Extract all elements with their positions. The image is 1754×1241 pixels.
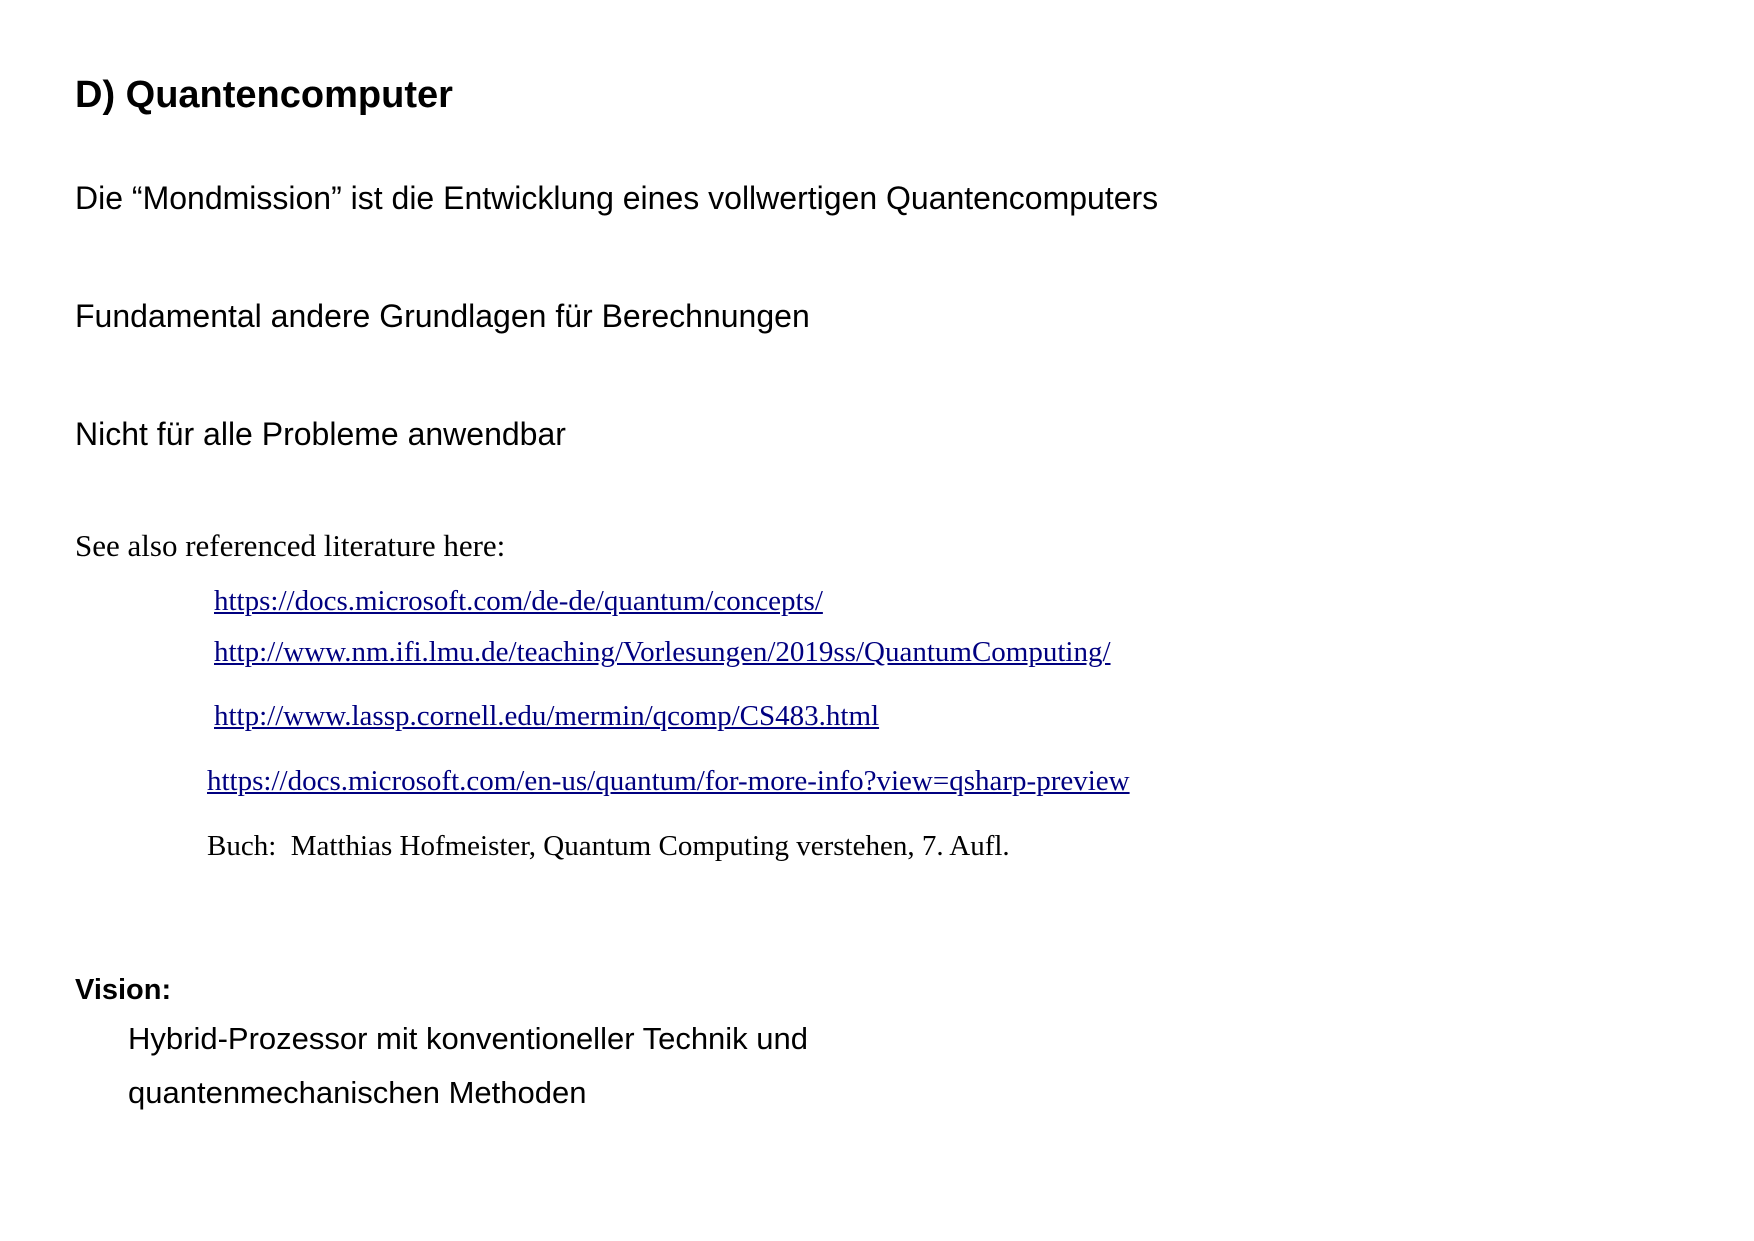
bullet-fundamentals: Fundamental andere Grundlagen für Berechnungen [75, 298, 810, 334]
vision-label: Vision: [75, 974, 172, 1006]
reference-link-microsoft-more-info[interactable]: https://docs.microsoft.com/en-us/quantum/for-more-info?view=qsharp-preview [207, 765, 1130, 797]
reference-link-cornell-mermin[interactable]: http://www.lassp.cornell.edu/mermin/qcomp/CS483.html [214, 700, 880, 732]
vision-text-line-1: Hybrid-Prozessor mit konventioneller Technik und [128, 1021, 809, 1056]
page-title: D) Quantencomputer [75, 74, 453, 116]
references-intro: See also referenced literature here: [75, 528, 506, 563]
book-reference: Buch: Matthias Hofmeister, Quantum Computing verstehen, 7. Aufl. [207, 830, 1010, 862]
reference-link-lmu-lecture[interactable]: http://www.nm.ifi.lmu.de/teaching/Vorlesungen/2019ss/QuantumComputing/ [214, 636, 1111, 668]
bullet-not-applicable: Nicht für alle Probleme anwendbar [75, 416, 566, 452]
reference-link-microsoft-concepts[interactable]: https://docs.microsoft.com/de-de/quantum/concepts/ [214, 585, 823, 617]
vision-text-line-2: quantenmechanischen Methoden [128, 1075, 587, 1110]
bullet-moon-mission: Die “Mondmission” ist die Entwicklung eines vollwertigen Quantencomputers [75, 180, 1159, 216]
